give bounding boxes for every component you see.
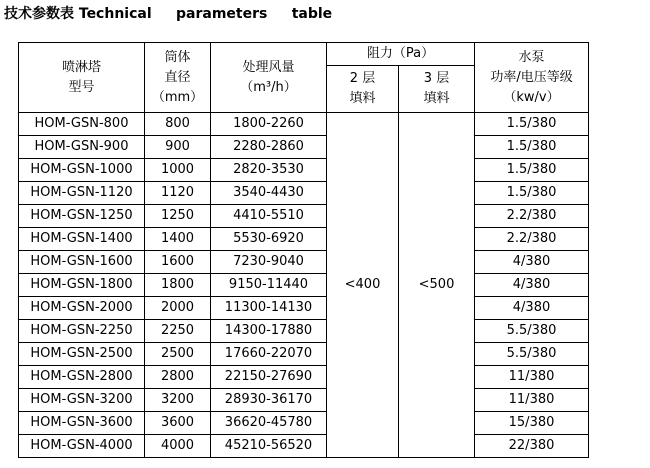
header-model [19,43,145,113]
cell-model: HOM-GSN-1000 [19,159,145,182]
header-model-line1: 喷淋塔 [61,59,101,75]
header-airflow-line1: 处理风量 [242,59,295,75]
cell-diameter: 1600 [145,251,211,274]
table-row [19,412,589,435]
cell-airflow: 1800-2260 [211,113,327,136]
cell-airflow: 14300-17880 [211,320,327,343]
cell-pump: 2.2/380 [475,205,589,228]
cell-model: HOM-GSN-1120 [19,182,145,205]
cell-airflow: 7230-9040 [211,251,327,274]
document-title: 技术参数表 Technical parameters table [4,6,333,22]
cell-model: HOM-GSN-2250 [19,320,145,343]
table-row [19,297,589,320]
cell-pump: 1.5/380 [475,136,589,159]
cell-pump: 4/380 [475,251,589,274]
cell-diameter: 2000 [145,297,211,320]
header-layer2-line1: 2 层 [349,71,376,86]
cell-airflow: 2280-2860 [211,136,327,159]
cell-pump: 15/380 [475,412,589,435]
header-layer3-line1: 3 层 [423,71,450,86]
cell-airflow: 2820-3530 [211,159,327,182]
table-row [19,274,589,297]
cell-model: HOM-GSN-1600 [19,251,145,274]
table-body [19,113,589,458]
header-diameter [145,43,211,113]
table-row [19,389,589,412]
cell-diameter: 1000 [145,159,211,182]
cell-model: HOM-GSN-2000 [19,297,145,320]
cell-model: HOM-GSN-4000 [19,435,145,458]
header-model-line2: 型号 [68,79,95,95]
cell-diameter: 3200 [145,389,211,412]
table-row [19,136,589,159]
header-layer2-line2: 填料 [349,91,376,106]
cell-airflow: 5530-6920 [211,228,327,251]
header-resistance: 阻力（Pa） [327,43,475,66]
cell-airflow: 22150-27690 [211,366,327,389]
cell-airflow: 45210-56520 [211,435,327,458]
cell-airflow: 11300-14130 [211,297,327,320]
table-row [19,113,589,136]
cell-diameter: 1800 [145,274,211,297]
cell-model: HOM-GSN-1400 [19,228,145,251]
header-pump-line1: 水泵 [518,49,545,65]
header-layer3 [399,66,475,113]
cell-pump: 4/380 [475,297,589,320]
cell-model: HOM-GSN-1250 [19,205,145,228]
cell-model: HOM-GSN-1800 [19,274,145,297]
table-row [19,228,589,251]
parameters-table [18,42,589,458]
cell-diameter: 800 [145,113,211,136]
cell-model: HOM-GSN-3200 [19,389,145,412]
header-diameter-line2: 直径 [164,69,191,85]
table-row [19,159,589,182]
header-diameter-line3: （mm） [151,89,204,105]
table-row [19,182,589,205]
cell-diameter: 1120 [145,182,211,205]
cell-airflow: 28930-36170 [211,389,327,412]
cell-diameter: 3600 [145,412,211,435]
cell-pump: 2.2/380 [475,228,589,251]
cell-resistance-layer3: <500 [399,113,475,458]
table-row [19,343,589,366]
cell-diameter: 4000 [145,435,211,458]
header-diameter-line1: 筒体 [164,49,191,65]
cell-pump: 1.5/380 [475,113,589,136]
table-row [19,366,589,389]
cell-airflow: 3540-4430 [211,182,327,205]
header-layer3-line2: 填料 [423,91,450,106]
cell-model: HOM-GSN-2500 [19,343,145,366]
cell-airflow: 36620-45780 [211,412,327,435]
cell-pump: 11/380 [475,389,589,412]
cell-model: HOM-GSN-900 [19,136,145,159]
cell-model: HOM-GSN-2800 [19,366,145,389]
header-pump [475,43,589,113]
header-layer2 [327,66,399,113]
cell-airflow: 17660-22070 [211,343,327,366]
cell-resistance-layer2: <400 [327,113,399,458]
cell-pump: 4/380 [475,274,589,297]
cell-airflow: 9150-11440 [211,274,327,297]
table-row [19,320,589,343]
cell-pump: 1.5/380 [475,182,589,205]
header-airflow-line2: （m³/h） [240,79,297,95]
cell-model: HOM-GSN-800 [19,113,145,136]
header-pump-line2: 功率/电压等级 [490,69,573,85]
cell-pump: 11/380 [475,366,589,389]
cell-pump: 22/380 [475,435,589,458]
table-row [19,435,589,458]
cell-pump: 1.5/380 [475,159,589,182]
cell-model: HOM-GSN-3600 [19,412,145,435]
cell-diameter: 900 [145,136,211,159]
header-pump-line3: （kw/v） [503,89,560,105]
cell-diameter: 2800 [145,366,211,389]
cell-diameter: 1250 [145,205,211,228]
table-row [19,205,589,228]
cell-diameter: 2500 [145,343,211,366]
cell-pump: 5.5/380 [475,343,589,366]
cell-airflow: 4410-5510 [211,205,327,228]
header-airflow [211,43,327,113]
cell-diameter: 1400 [145,228,211,251]
cell-diameter: 2250 [145,320,211,343]
cell-pump: 5.5/380 [475,320,589,343]
table-row [19,251,589,274]
